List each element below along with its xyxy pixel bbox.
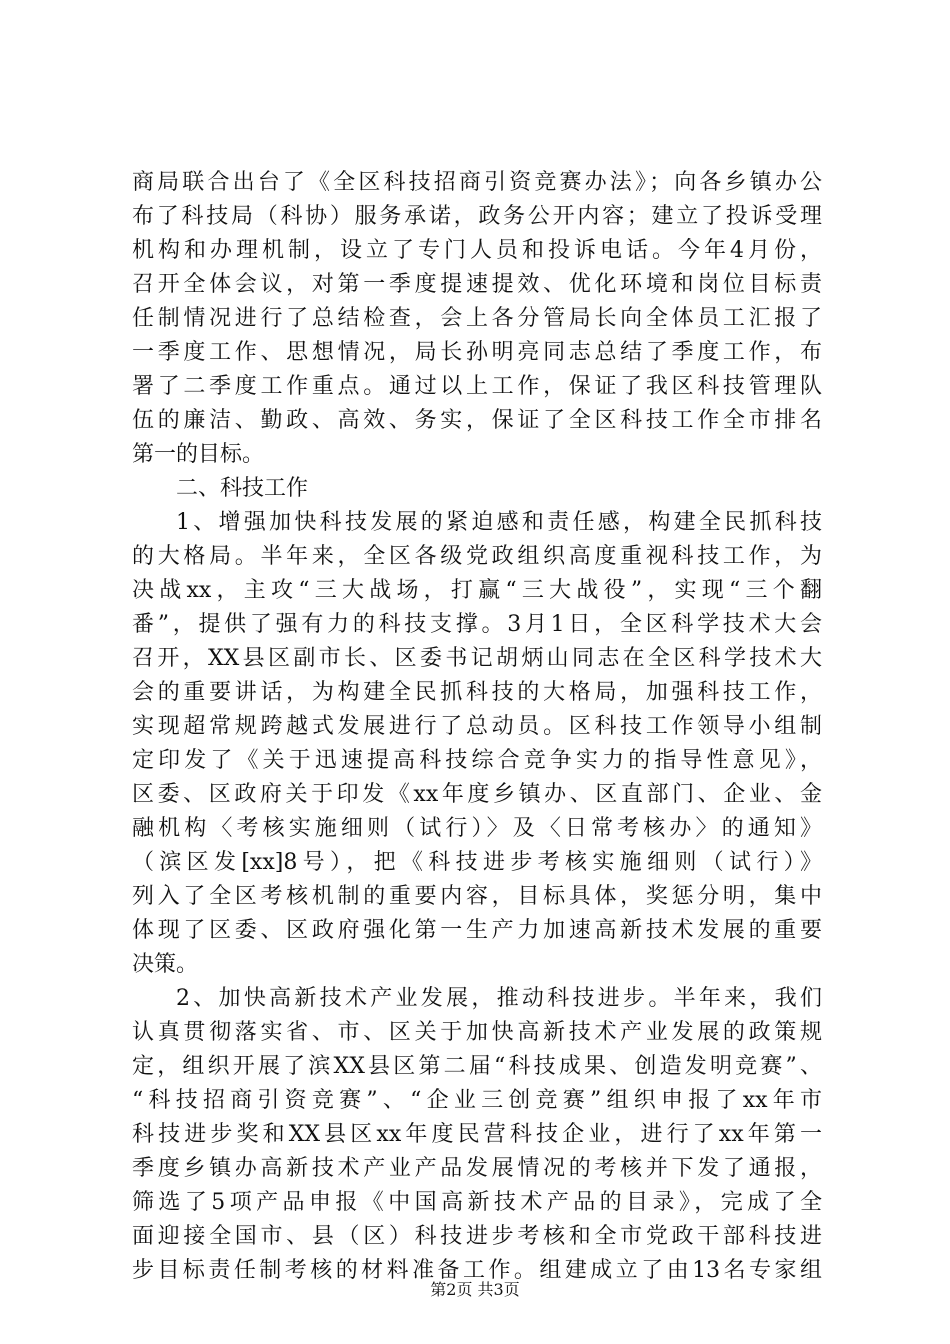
text-line: 季度乡镇办高新技术产业产品发展情况的考核并下发了通报， bbox=[132, 1156, 822, 1181]
text-line: 列入了全区考核机制的重要内容，目标具体，奖惩分明，集中 bbox=[132, 884, 822, 909]
text-line: 召开全体会议，对第一季度提速提效、优化环境和岗位目标责 bbox=[132, 272, 822, 297]
text-line: 定印发了《关于迅速提高科技综合竞争实力的指导性意见》， bbox=[132, 748, 822, 773]
text-line: 认真贯彻落实省、市、区关于加快高新技术产业发展的政策规 bbox=[132, 1020, 822, 1045]
text-line: 的大格局。半年来，全区各级党政组织高度重视科技工作，为 bbox=[132, 544, 822, 569]
text-line: 科技进步奖和XX县区xx年度民营科技企业，进行了xx年第一 bbox=[132, 1122, 822, 1147]
text-line: 定，组织开展了滨XX县区第二届“科技成果、创造发明竞赛”、 bbox=[132, 1054, 822, 1079]
text-line: 一季度工作、思想情况，局长孙明亮同志总结了季度工作，布 bbox=[132, 340, 822, 365]
text-line: 召开，XX县区副市长、区委书记胡炳山同志在全区科学技术大 bbox=[132, 646, 822, 671]
text-line: 决策。 bbox=[132, 952, 199, 977]
text-line: 第一的目标。 bbox=[132, 442, 265, 467]
text-line: （滨区发[xx]8号），把《科技进步考核实施细则（试行）》 bbox=[132, 850, 822, 875]
text-line: 任制情况进行了总结检查，会上各分管局长向全体员工汇报了 bbox=[132, 306, 822, 331]
text-line: 融机构〈考核实施细则（试行）〉及〈日常考核办〉的通知》 bbox=[132, 816, 822, 841]
text-line: 伍的廉洁、勤政、高效、务实，保证了全区科技工作全市排名 bbox=[132, 408, 822, 433]
text-line: 番”，提供了强有力的科技支撑。3月1日，全区科学技术大会 bbox=[132, 612, 822, 637]
text-line: 机构和办理机制，设立了专门人员和投诉电话。今年4月份， bbox=[132, 238, 822, 263]
text-line: 署了二季度工作重点。通过以上工作，保证了我区科技管理队 bbox=[132, 374, 822, 399]
text-line: 体现了区委、区政府强化第一生产力加速高新技术发展的重要 bbox=[132, 918, 822, 943]
text-line: 区委、区政府关于印发《xx年度乡镇办、区直部门、企业、金 bbox=[132, 782, 822, 807]
text-line: 步目标责任制考核的材料准备工作。组建成立了由13名专家组 bbox=[132, 1258, 822, 1283]
section-heading: 二、科技工作 bbox=[176, 476, 309, 501]
document-body bbox=[132, 166, 822, 1288]
page-footer: 第2页 共3页 bbox=[430, 1280, 520, 1299]
text-line: 实现超常规跨越式发展进行了总动员。区科技工作领导小组制 bbox=[132, 714, 822, 739]
text-line: 布了科技局（科协）服务承诺，政务公开内容；建立了投诉受理 bbox=[132, 204, 822, 229]
text-line: 2、加快高新技术产业发展，推动科技进步。半年来，我们 bbox=[176, 986, 822, 1011]
text-line: 筛选了5项产品申报《中国高新技术产品的目录》，完成了全 bbox=[132, 1190, 822, 1215]
text-line: 商局联合出台了《全区科技招商引资竞赛办法》；向各乡镇办公 bbox=[132, 170, 822, 195]
text-line: “科技招商引资竞赛”、“企业三创竞赛”组织申报了xx年市 bbox=[132, 1088, 822, 1113]
text-line: 决战xx，主攻“三大战场，打赢“三大战役”，实现“三个翻 bbox=[132, 578, 822, 603]
text-line: 1、增强加快科技发展的紧迫感和责任感，构建全民抓科技 bbox=[176, 510, 822, 535]
text-line: 面迎接全国市、县（区）科技进步考核和全市党政干部科技进 bbox=[132, 1224, 822, 1249]
text-line: 会的重要讲话，为构建全民抓科技的大格局，加强科技工作， bbox=[132, 680, 822, 705]
